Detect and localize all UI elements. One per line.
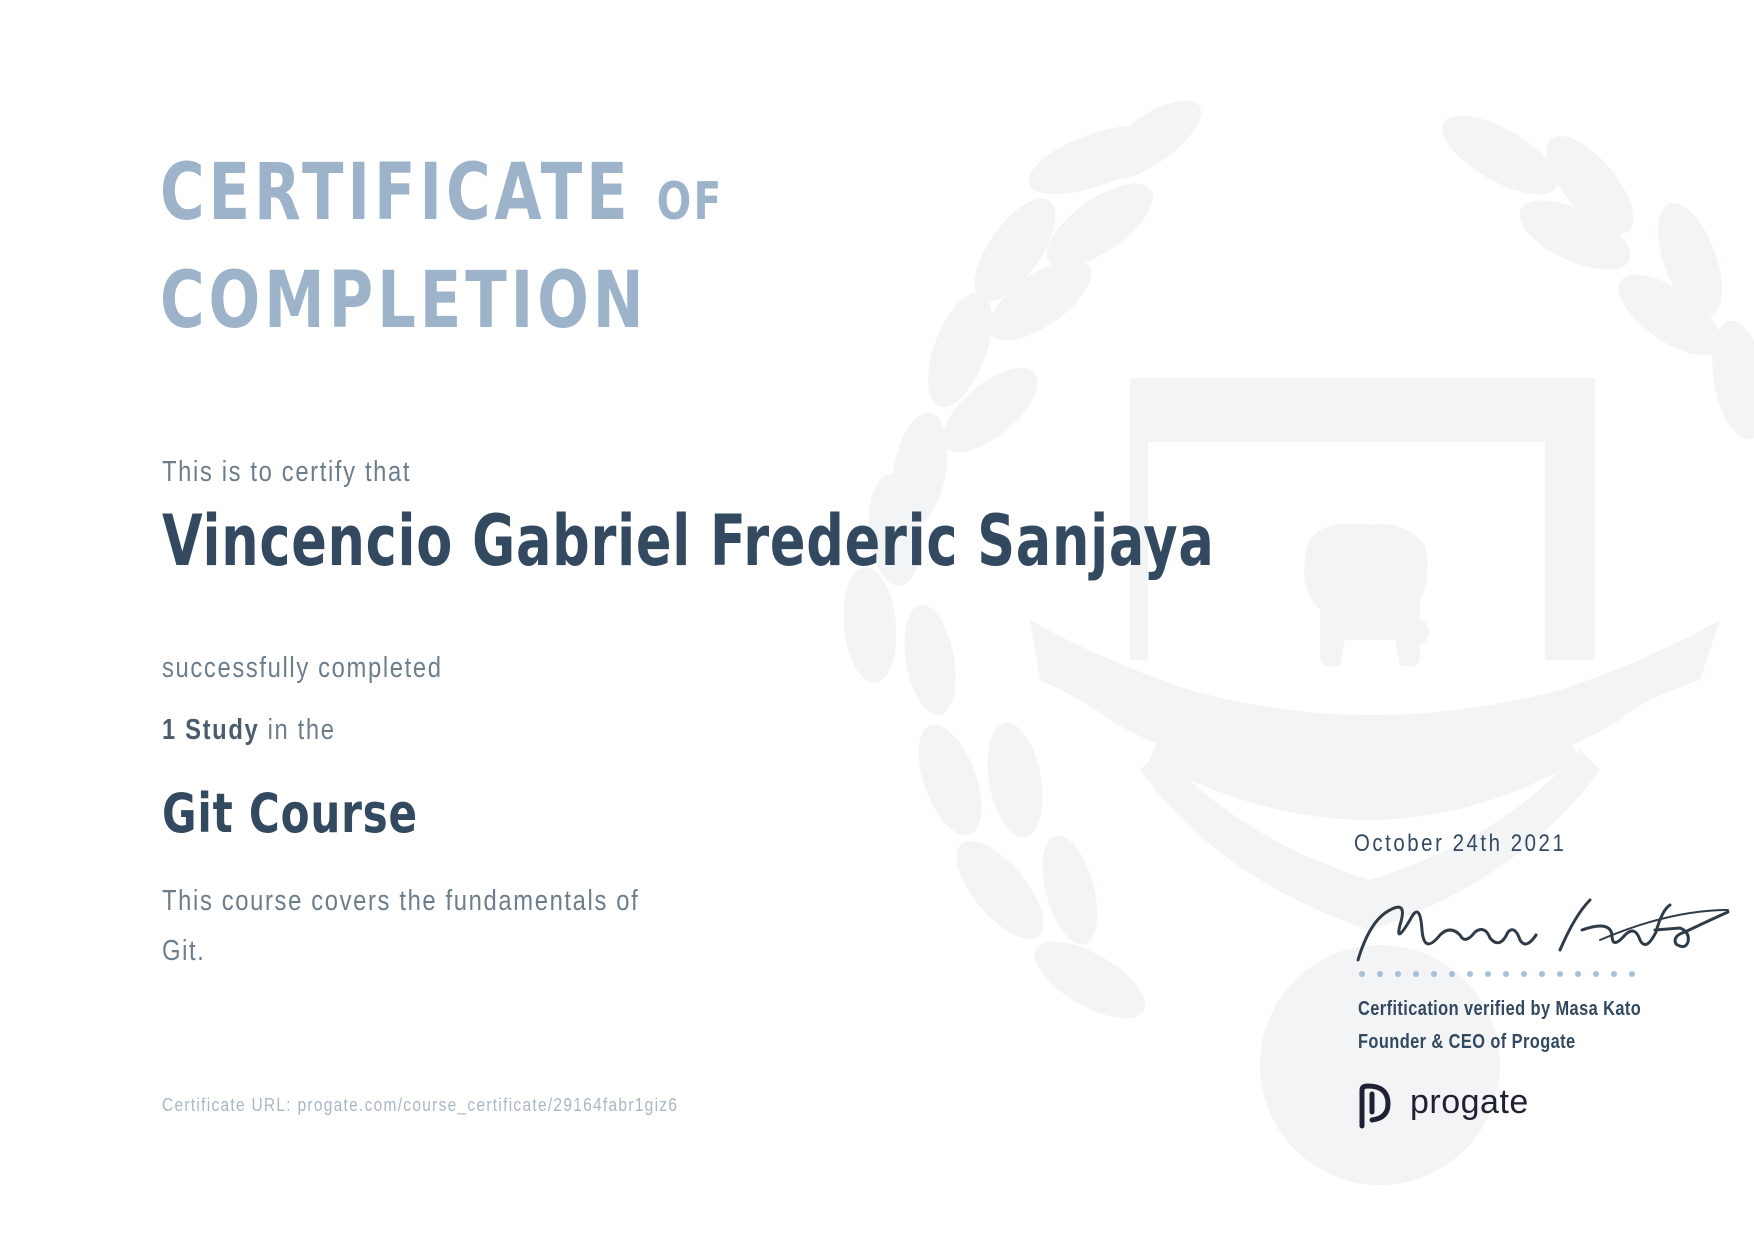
- completed-text: successfully completed: [162, 652, 443, 684]
- studies-line: [162, 714, 336, 747]
- course-name: Git Course: [162, 782, 418, 845]
- verified-by: Cerfitication verified by Masa Kato: [1358, 998, 1642, 1020]
- signature: [1350, 880, 1730, 980]
- studies-suffix: in the: [267, 714, 336, 746]
- recipient-name: Vincencio Gabriel Frederic Sanjaya: [162, 500, 1215, 582]
- progate-logo-text: progate: [1410, 1083, 1529, 1121]
- course-description: This course covers the fundamentals of Git.: [162, 885, 640, 967]
- certificate-title-line-1: [160, 148, 724, 247]
- studies-count: 1 Study: [162, 714, 260, 746]
- completion-date: October 24th 2021: [1354, 830, 1567, 857]
- title-completion: COMPLETION: [160, 256, 648, 346]
- title-certificate: CERTIFICATE: [160, 148, 632, 238]
- signature-dotted-line: [1358, 970, 1648, 978]
- certificate-url[interactable]: Certificate URL: progate.com/course_certificate/29164fabr1giz6: [162, 1095, 679, 1115]
- progate-logo-icon: [1358, 1082, 1396, 1132]
- certify-text: This is to certify that: [162, 456, 412, 488]
- founder-title: Founder & CEO of Progate: [1358, 1031, 1576, 1053]
- title-of: OF: [656, 172, 724, 232]
